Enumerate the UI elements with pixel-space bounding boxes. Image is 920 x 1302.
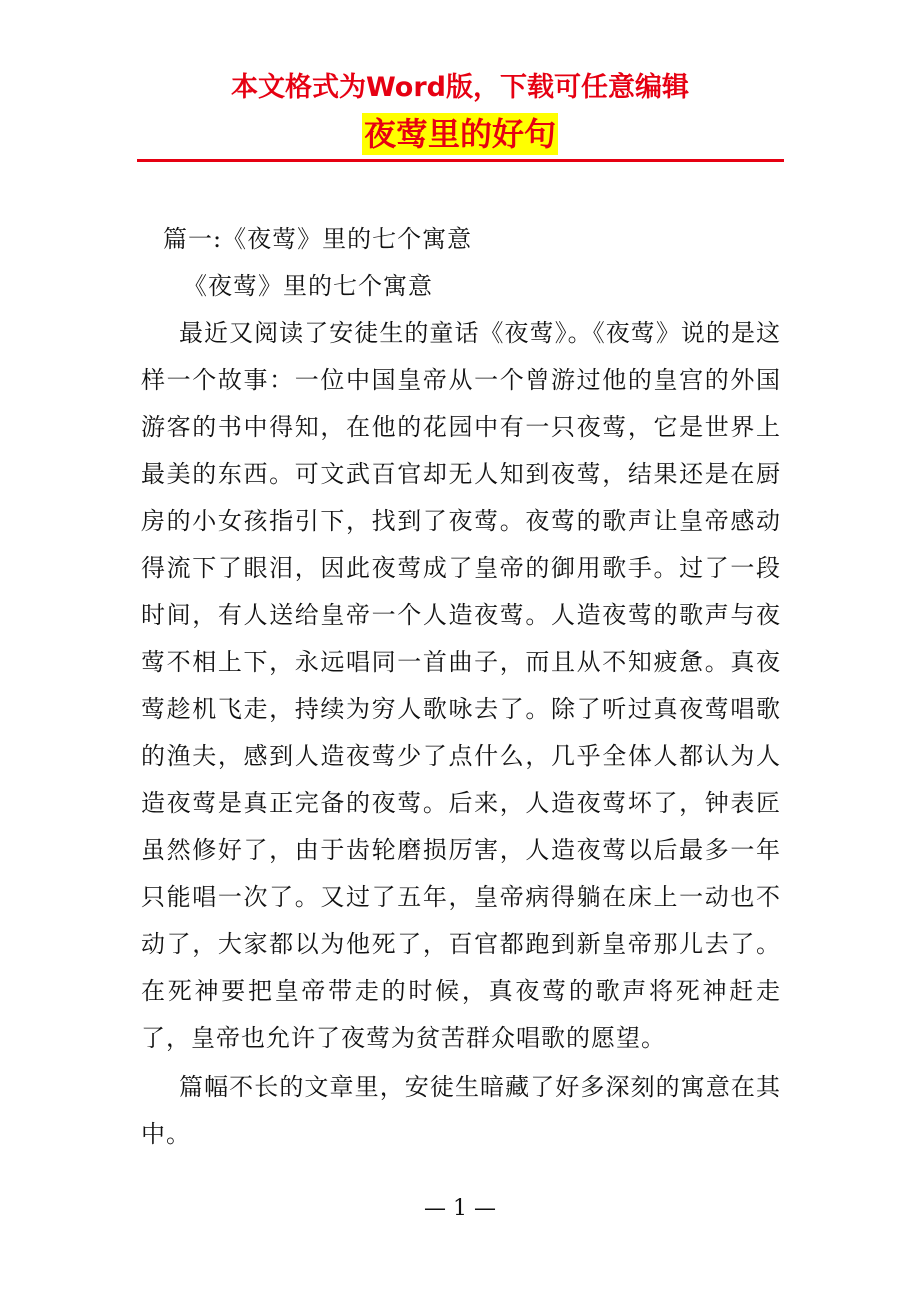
title-container <box>0 113 920 155</box>
page-number: — 1 — <box>424 1196 496 1221</box>
title-divider <box>137 159 784 162</box>
format-banner: 本文格式为Word版，下载可任意编辑 <box>230 72 689 103</box>
body-paragraph: 最近又阅读了安徒生的童话《夜莺》。《夜莺》说的是这样一个故事：一位中国皇帝从一个曾游过他的皇宫的外国游客的书中得知，在他的花园中有一只夜莺，它是世界上最美的东西。可文武百官却无人知到夜莺，结果还是在厨房的小女孩指引下，找到了夜莺。夜莺的歌声让皇帝感动得流下了眼泪，因此夜莺成了皇帝的御用歌手。过了一段时间，有人送给皇帝一个人造夜莺。人造夜莺的歌声与夜莺不相上下，永远唱同一首曲子，而且从不知疲惫。真夜莺趁机飞走，持续为穷人歌咏去了。除了听过真夜莺唱歌的渔夫，感到人造夜莺少了点什么，几乎全体人都认为人造夜莺是真正完备的夜莺。后来，人造夜莺坏了，钟表匠虽然修好了，由于齿轮磨损厉害，人造夜莺以后最多一年只能唱一次了。又过了五年，皇帝病得躺在床上一动也不动了，大家都以为他死了，百官都跑到新皇帝那儿去了。在死神要把皇帝带走的时候，真夜莺的歌声将死神赶走了，皇帝也允许了夜莺为贫苦群众唱歌的愿望。 <box>141 319 781 1052</box>
section-heading: 篇一:《夜莺》里的七个寓意 <box>163 225 473 253</box>
subheading: 《夜莺》里的七个寓意 <box>183 272 433 300</box>
document-title: 夜莺里的好句 <box>363 115 556 153</box>
body-paragraph: 篇幅不长的文章里，安徒生暗藏了好多深刻的寓意在其中。 <box>141 1073 781 1148</box>
document-body <box>141 216 781 1158</box>
